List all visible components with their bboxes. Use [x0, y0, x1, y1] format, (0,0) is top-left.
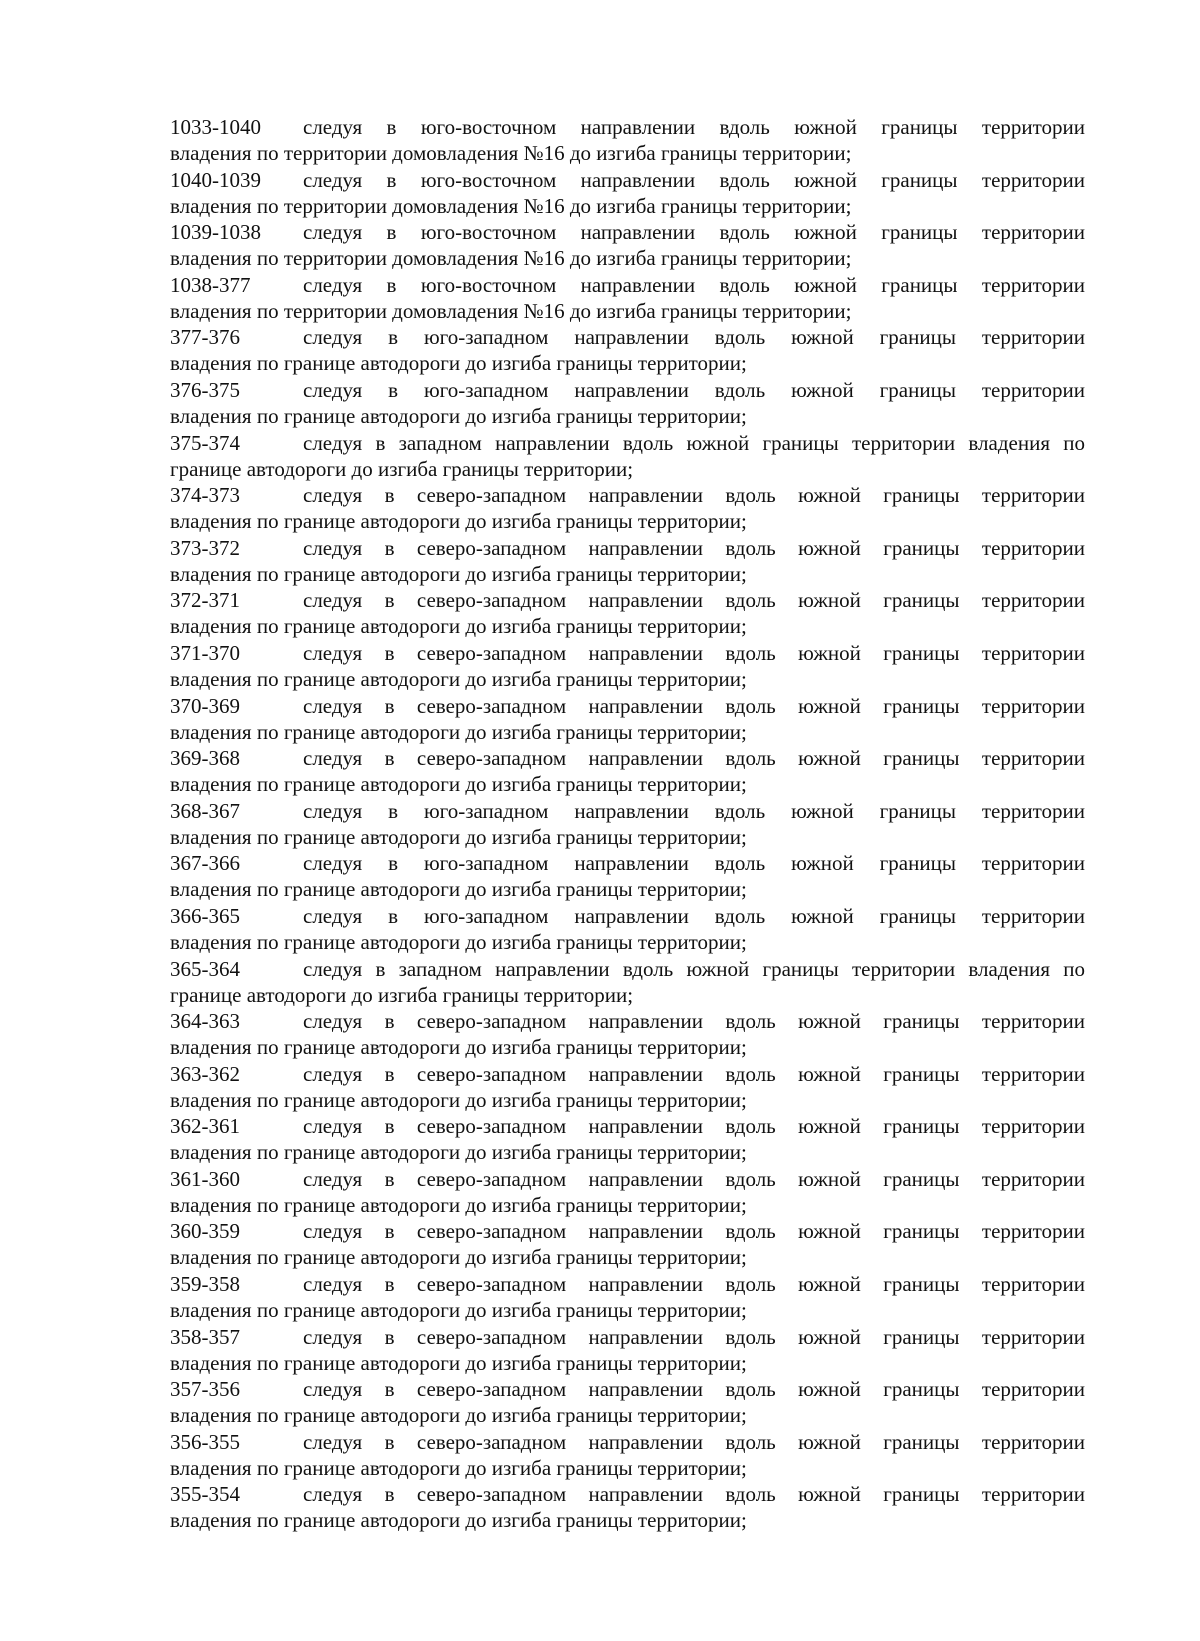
entry-first-line — [170, 219, 1085, 245]
entry-first-line — [170, 167, 1085, 193]
segment-number: 367-366 — [170, 851, 240, 876]
entry-first-line — [170, 535, 1085, 561]
description-continuation: владения по границе автодороги до изгиба границы территории; — [170, 719, 747, 744]
boundary-entry — [170, 956, 1085, 1009]
description-first-line: следуя в северо-западном направлении вдоль южной границы территории — [303, 588, 1085, 613]
entry-first-line — [170, 1166, 1085, 1192]
description-first-line: следуя в северо-западном направлении вдоль южной границы территории — [303, 1061, 1085, 1086]
segment-number: 355-354 — [170, 1482, 240, 1507]
segment-number: 360-359 — [170, 1219, 240, 1244]
description-first-line: следуя в северо-западном направлении вдоль южной границы территории — [303, 1324, 1085, 1349]
entry-first-line — [170, 272, 1085, 298]
description-continuation: владения по границе автодороги до изгиба границы территории; — [170, 824, 747, 849]
description-continuation: владения по территории домовладения №16 до изгиба границы территории; — [170, 298, 852, 323]
boundary-entry — [170, 219, 1085, 272]
description-first-line: следуя в северо-западном направлении вдоль южной границы территории — [303, 1272, 1085, 1297]
description-first-line: следуя в северо-западном направлении вдоль южной границы территории — [303, 1166, 1085, 1191]
segment-number: 364-363 — [170, 1009, 240, 1034]
segment-number: 371-370 — [170, 640, 240, 665]
description-continuation: владения по границе автодороги до изгиба границы территории; — [170, 772, 747, 797]
description-first-line: следуя в северо-западном направлении вдоль южной границы территории — [303, 640, 1085, 665]
segment-number: 356-355 — [170, 1429, 240, 1454]
description-continuation: владения по границе автодороги до изгиба границы территории; — [170, 351, 747, 376]
description-first-line: следуя в северо-западном направлении вдоль южной границы территории — [303, 1482, 1085, 1507]
boundary-entry — [170, 1271, 1085, 1324]
description-continuation: владения по границе автодороги до изгиба границы территории; — [170, 1245, 747, 1270]
description-first-line: следуя в юго-западном направлении вдоль южной границы территории — [303, 903, 1085, 928]
description-first-line: следуя в юго-западном направлении вдоль южной границы территории — [303, 377, 1085, 402]
segment-number: 1040-1039 — [170, 167, 261, 192]
entry-first-line — [170, 745, 1085, 771]
boundary-entry — [170, 693, 1085, 746]
entry-first-line — [170, 1113, 1085, 1139]
description-continuation: владения по границе автодороги до изгиба границы территории; — [170, 1192, 747, 1217]
segment-number: 363-362 — [170, 1061, 240, 1086]
boundary-entry — [170, 272, 1085, 325]
description-first-line: следуя в юго-западном направлении вдоль южной границы территории — [303, 851, 1085, 876]
description-first-line: следуя в юго-западном направлении вдоль южной границы территории — [303, 325, 1085, 350]
description-continuation: границе автодороги до изгиба границы территории; — [170, 982, 634, 1007]
description-continuation: владения по территории домовладения №16 до изгиба границы территории; — [170, 246, 852, 271]
segment-number: 357-356 — [170, 1377, 240, 1402]
boundary-entry — [170, 1324, 1085, 1377]
entry-first-line — [170, 1218, 1085, 1244]
boundary-entry — [170, 1429, 1085, 1482]
entry-first-line — [170, 850, 1085, 876]
description-first-line: следуя в северо-западном направлении вдоль южной границы территории — [303, 1219, 1085, 1244]
entry-first-line — [170, 377, 1085, 403]
segment-number: 365-364 — [170, 956, 240, 981]
segment-number: 372-371 — [170, 588, 240, 613]
boundary-entry — [170, 1218, 1085, 1271]
segment-number: 1033-1040 — [170, 115, 261, 139]
description-continuation: владения по границе автодороги до изгиба границы территории; — [170, 929, 747, 954]
description-continuation: владения по границе автодороги до изгиба границы территории; — [170, 1350, 747, 1375]
segment-number: 373-372 — [170, 535, 240, 560]
description-continuation: владения по границе автодороги до изгиба границы территории; — [170, 509, 747, 534]
entry-first-line — [170, 640, 1085, 666]
segment-number: 370-369 — [170, 693, 240, 718]
boundary-entry — [170, 324, 1085, 377]
description-first-line: следуя в северо-западном направлении вдоль южной границы территории — [303, 1114, 1085, 1139]
description-continuation: владения по границе автодороги до изгиба границы территории; — [170, 1298, 747, 1323]
boundary-entry — [170, 167, 1085, 220]
entry-first-line — [170, 587, 1085, 613]
description-first-line: следуя в юго-западном направлении вдоль южной границы территории — [303, 798, 1085, 823]
description-continuation: владения по границе автодороги до изгиба границы территории; — [170, 1455, 747, 1480]
boundary-entry — [170, 798, 1085, 851]
boundary-entry — [170, 1166, 1085, 1219]
boundary-entry — [170, 114, 1085, 167]
description-first-line: следуя в юго-восточном направлении вдоль южной границы территории — [303, 220, 1085, 245]
description-first-line: следуя в западном направлении вдоль южной границы территории владения по — [303, 430, 1085, 455]
entry-first-line — [170, 430, 1085, 456]
entry-first-line — [170, 956, 1085, 982]
entry-first-line — [170, 1271, 1085, 1297]
entry-first-line — [170, 1061, 1085, 1087]
description-first-line: следуя в северо-западном направлении вдоль южной границы территории — [303, 483, 1085, 508]
segment-number: 377-376 — [170, 325, 240, 350]
segment-number: 368-367 — [170, 798, 240, 823]
entry-first-line — [170, 1008, 1085, 1034]
description-first-line: следуя в северо-западном направлении вдоль южной границы территории — [303, 693, 1085, 718]
description-first-line: следуя в северо-западном направлении вдоль южной границы территории — [303, 746, 1085, 771]
description-continuation: владения по границе автодороги до изгиба границы территории; — [170, 1087, 747, 1112]
description-continuation: владения по границе автодороги до изгиба границы территории; — [170, 1035, 747, 1060]
description-continuation: владения по территории домовладения №16 до изгиба границы территории; — [170, 193, 852, 218]
boundary-entry — [170, 1481, 1085, 1534]
segment-number: 375-374 — [170, 430, 240, 455]
description-first-line: следуя в западном направлении вдоль южной границы территории владения по — [303, 956, 1085, 981]
boundary-entry — [170, 482, 1085, 535]
description-continuation: владения по границе автодороги до изгиба границы территории; — [170, 614, 747, 639]
boundary-description-list — [170, 114, 1085, 1534]
boundary-entry — [170, 1061, 1085, 1114]
description-continuation: владения по границе автодороги до изгиба границы территории; — [170, 1140, 747, 1165]
entry-first-line — [170, 1481, 1085, 1507]
entry-first-line — [170, 1376, 1085, 1402]
description-first-line: следуя в северо-западном направлении вдоль южной границы территории — [303, 1377, 1085, 1402]
description-continuation: владения по границе автодороги до изгиба границы территории; — [170, 561, 747, 586]
segment-number: 362-361 — [170, 1114, 240, 1139]
description-first-line: следуя в юго-восточном направлении вдоль южной границы территории — [303, 272, 1085, 297]
boundary-entry — [170, 640, 1085, 693]
segment-number: 1038-377 — [170, 272, 251, 297]
entry-first-line — [170, 798, 1085, 824]
entry-first-line — [170, 1429, 1085, 1455]
description-first-line: следуя в северо-западном направлении вдоль южной границы территории — [303, 1429, 1085, 1454]
boundary-entry — [170, 1376, 1085, 1429]
boundary-entry — [170, 587, 1085, 640]
boundary-entry — [170, 1113, 1085, 1166]
segment-number: 369-368 — [170, 746, 240, 771]
segment-number: 1039-1038 — [170, 220, 261, 245]
description-first-line: следуя в юго-восточном направлении вдоль южной границы территории — [303, 115, 1085, 139]
segment-number: 358-357 — [170, 1324, 240, 1349]
description-continuation: владения по границе автодороги до изгиба границы территории; — [170, 877, 747, 902]
boundary-entry — [170, 745, 1085, 798]
boundary-entry — [170, 903, 1085, 956]
entry-first-line — [170, 903, 1085, 929]
segment-number: 366-365 — [170, 903, 240, 928]
description-continuation: границе автодороги до изгиба границы территории; — [170, 456, 634, 481]
entry-first-line — [170, 1324, 1085, 1350]
segment-number: 361-360 — [170, 1166, 240, 1191]
description-continuation: владения по границе автодороги до изгиба границы территории; — [170, 403, 747, 428]
segment-number: 359-358 — [170, 1272, 240, 1297]
description-continuation: владения по границе автодороги до изгиба границы территории; — [170, 1403, 747, 1428]
boundary-entry — [170, 850, 1085, 903]
entry-first-line — [170, 324, 1085, 350]
description-first-line: следуя в северо-западном направлении вдоль южной границы территории — [303, 535, 1085, 560]
description-continuation: владения по территории домовладения №16 до изгиба границы территории; — [170, 141, 852, 165]
entry-first-line — [170, 693, 1085, 719]
description-continuation: владения по границе автодороги до изгиба границы территории; — [170, 1508, 747, 1533]
description-continuation: владения по границе автодороги до изгиба границы территории; — [170, 666, 747, 691]
boundary-entry — [170, 377, 1085, 430]
boundary-entry — [170, 535, 1085, 588]
entry-first-line — [170, 114, 1085, 140]
boundary-entry — [170, 430, 1085, 483]
description-first-line: следуя в северо-западном направлении вдоль южной границы территории — [303, 1009, 1085, 1034]
description-first-line: следуя в юго-восточном направлении вдоль южной границы территории — [303, 167, 1085, 192]
segment-number: 376-375 — [170, 377, 240, 402]
segment-number: 374-373 — [170, 483, 240, 508]
entry-first-line — [170, 482, 1085, 508]
boundary-entry — [170, 1008, 1085, 1061]
